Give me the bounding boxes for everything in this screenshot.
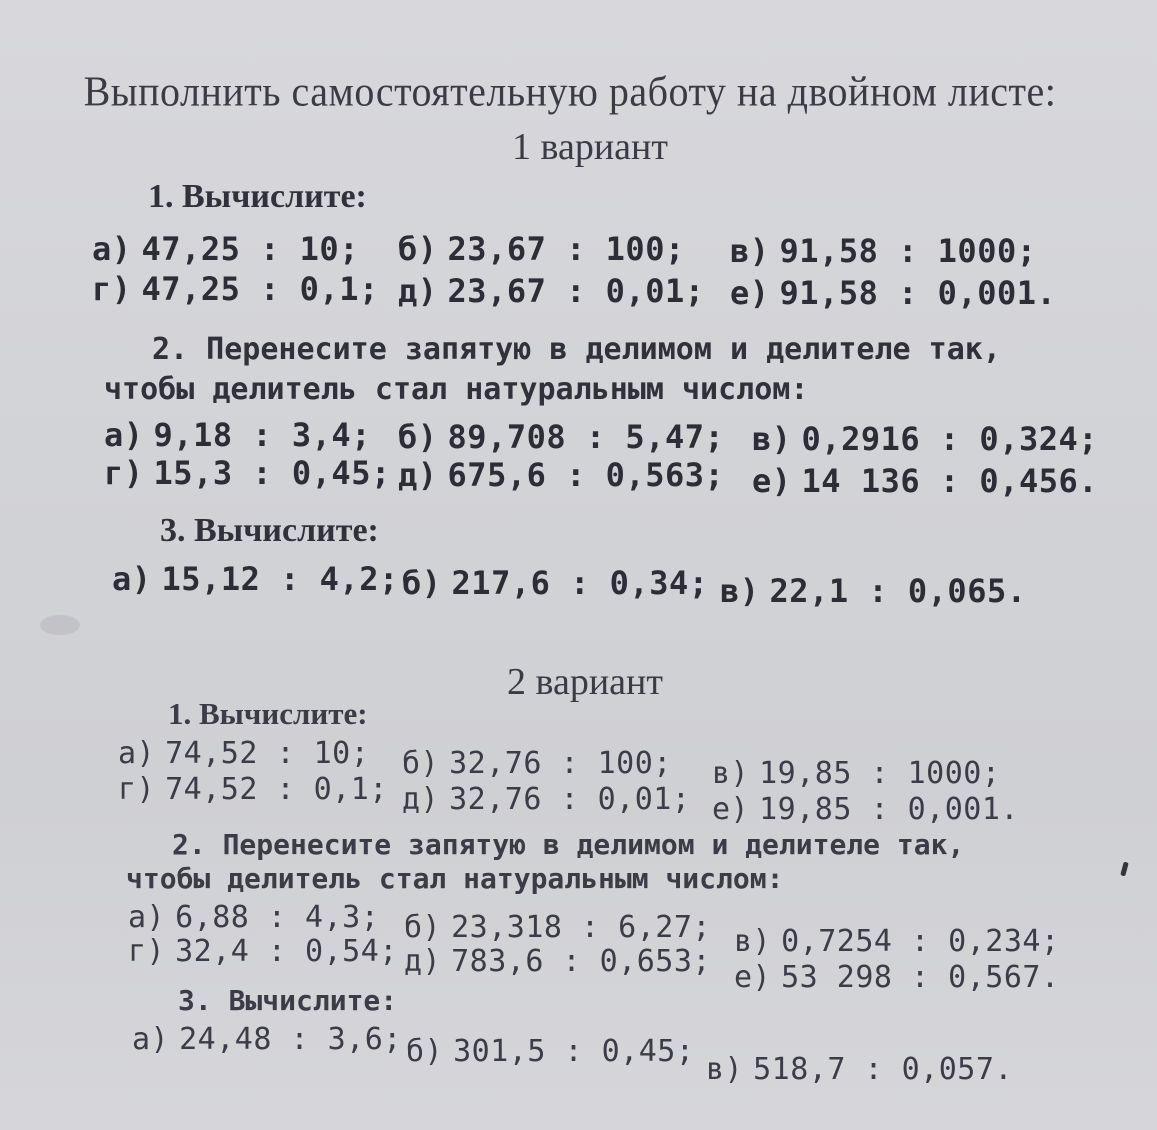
item-expression: 91,58 : 0,001. [779, 274, 1057, 312]
item-expression: 32,4 : 0,54; [175, 934, 398, 969]
item-label: г) [104, 454, 144, 492]
item-label: в) [734, 924, 772, 959]
v1-task1-item-f [730, 274, 1056, 312]
item-label: а) [132, 1022, 170, 1057]
item-label: а) [92, 230, 132, 268]
v1-task2-item-f [752, 462, 1098, 500]
v2-task1-item-f [712, 792, 1019, 827]
v1-task2-item-c [752, 420, 1098, 458]
item-expression: 301,5 : 0,45; [453, 1034, 695, 1069]
item-label: д) [398, 456, 438, 494]
item-label: е) [712, 792, 750, 827]
v2-task2-item-e [404, 944, 711, 979]
v1-task2-title-line2: чтобы делитель стал натуральным числом: [104, 372, 809, 407]
v1-task2-item-a [104, 416, 371, 454]
item-label: б) [402, 746, 440, 781]
item-expression: 783,6 : 0,653; [451, 944, 711, 979]
v1-task1-item-b [398, 230, 685, 268]
item-label: г) [128, 934, 166, 969]
item-expression: 74,52 : 0,1; [165, 772, 388, 807]
item-expression: 91,58 : 1000; [779, 232, 1037, 270]
item-expression: 24,48 : 3,6; [179, 1022, 402, 1057]
item-expression: 23,318 : 6,27; [451, 910, 711, 945]
v1-task3-item-c [720, 572, 1026, 610]
item-expression: 15,12 : 4,2; [161, 560, 399, 598]
item-expression: 19,85 : 0,001. [759, 792, 1019, 827]
item-label: а) [128, 900, 166, 935]
v2-task1-item-e [402, 782, 690, 817]
item-label: г) [118, 772, 156, 807]
item-label: а) [118, 736, 156, 771]
item-expression: 74,52 : 10; [165, 736, 370, 771]
item-label: е) [730, 274, 770, 312]
item-label: е) [752, 462, 792, 500]
item-expression: 22,1 : 0,065. [769, 572, 1027, 610]
item-label: б) [398, 230, 438, 268]
item-expression: 0,7254 : 0,234; [781, 924, 1060, 959]
v1-task3-item-b [402, 564, 708, 602]
v1-task3-title: 3. Вычислите: [160, 512, 379, 549]
item-expression: 6,88 : 4,3; [175, 900, 380, 935]
item-expression: 23,67 : 100; [447, 230, 685, 268]
v2-task3-item-a [132, 1022, 402, 1057]
item-label: б) [406, 1034, 444, 1069]
v2-task1-item-a [118, 736, 369, 771]
page-smudge [40, 615, 80, 635]
item-expression: 14 136 : 0,456. [801, 462, 1099, 500]
v2-task1-item-b [402, 746, 672, 781]
v2-task2-item-d [128, 934, 398, 969]
page-heading: Выполнить самостоятельную работу на двойном листе: [83, 67, 1057, 116]
item-label: е) [734, 960, 772, 995]
item-label: б) [404, 910, 442, 945]
v2-task2-item-f [734, 960, 1060, 995]
v2-task3-title: 3. Вычислите: [178, 984, 398, 1017]
item-expression: 47,25 : 0,1; [141, 270, 379, 308]
v1-task2-item-d [104, 454, 391, 492]
item-label: б) [402, 564, 442, 602]
item-label: в) [720, 572, 760, 610]
item-expression: 0,2916 : 0,324; [801, 420, 1099, 458]
v1-task2-title-line1: 2. Перенесите запятую в делимом и делителе так, [152, 332, 1001, 367]
v1-task1-item-d [92, 270, 379, 308]
item-expression: 89,708 : 5,47; [447, 418, 725, 456]
v2-task2-title-line1: 2. Перенесите запятую в делимом и делителе так, [172, 828, 965, 861]
item-expression: 23,67 : 0,01; [447, 272, 705, 310]
v1-task1-item-c [730, 232, 1036, 270]
item-label: д) [398, 272, 438, 310]
item-label: г) [92, 270, 132, 308]
item-expression: 32,76 : 0,01; [449, 782, 691, 817]
item-expression: 32,76 : 100; [449, 746, 672, 781]
v1-task1-item-a [92, 230, 359, 268]
item-label: б) [398, 418, 438, 456]
v2-task2-item-a [128, 900, 379, 935]
variant-1-title: 1 вариант [512, 126, 668, 168]
item-label: в) [752, 420, 792, 458]
item-expression: 675,6 : 0,563; [447, 456, 725, 494]
item-expression: 19,85 : 1000; [759, 756, 1001, 791]
v2-task2-item-b [404, 910, 711, 945]
item-label: а) [104, 416, 144, 454]
variant-2-title: 2 вариант [507, 661, 663, 703]
item-label: в) [706, 1052, 744, 1087]
item-expression: 518,7 : 0,057. [753, 1052, 1013, 1087]
item-label: в) [712, 756, 750, 791]
v2-task2-title-line2: чтобы делитель стал натуральным числом: [126, 862, 784, 895]
v2-task1-item-c [712, 756, 1000, 791]
v2-task1-title: 1. Вычислите: [168, 696, 368, 731]
v1-task1-item-e [398, 272, 704, 310]
item-expression: 9,18 : 3,4; [153, 416, 371, 454]
v2-task3-item-c [706, 1052, 1013, 1087]
v2-task1-item-d [118, 772, 388, 807]
ink-mark [1120, 862, 1128, 877]
v1-task1-title: 1. Вычислите: [148, 178, 367, 215]
item-expression: 47,25 : 10; [141, 230, 359, 268]
item-label: д) [404, 944, 442, 979]
item-label: в) [730, 232, 770, 270]
item-label: а) [112, 560, 152, 598]
v2-task2-item-c [734, 924, 1060, 959]
v2-task3-item-b [406, 1034, 694, 1069]
item-label: д) [402, 782, 440, 817]
v1-task2-item-b [398, 418, 724, 456]
item-expression: 15,3 : 0,45; [153, 454, 391, 492]
item-expression: 53 298 : 0,567. [781, 960, 1060, 995]
v1-task3-item-a [112, 560, 399, 598]
v1-task2-item-e [398, 456, 724, 494]
item-expression: 217,6 : 0,34; [451, 564, 709, 602]
